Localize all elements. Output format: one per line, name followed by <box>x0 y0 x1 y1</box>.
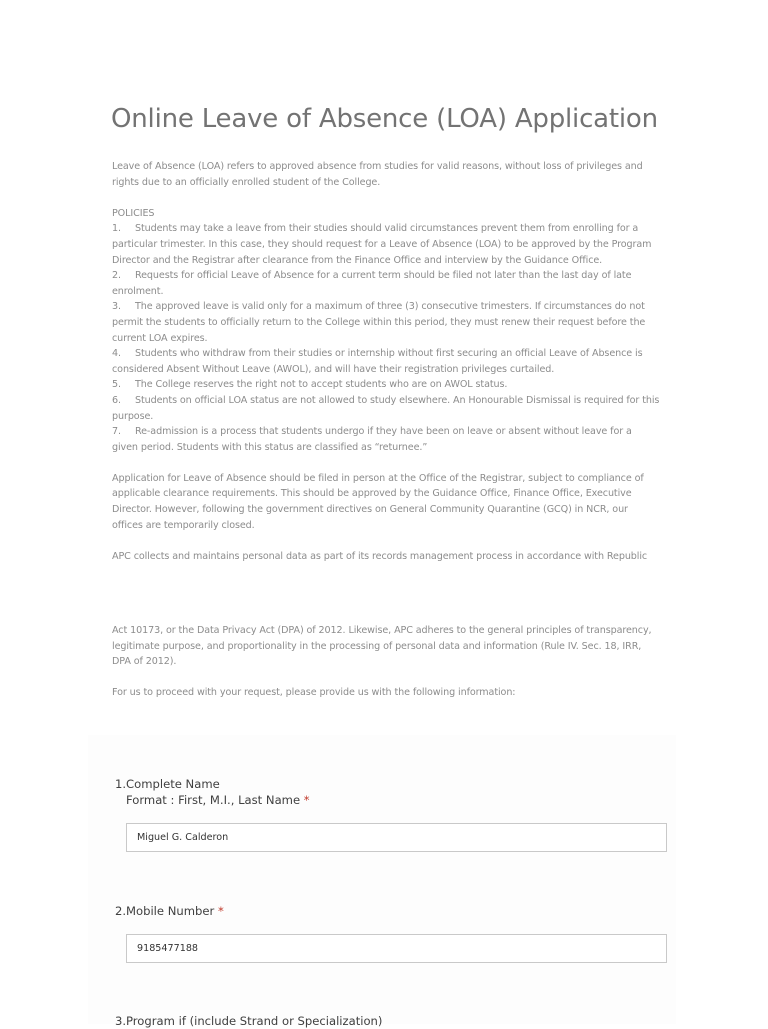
privacy-note-part2: Act 10173, or the Data Privacy Act (DPA) of 2012. Likewise, APC adheres to the general principles of transparency, legitimate purpose, and proportionality in the processing of personal data and information (Rule IV. Sec. 18, IRR, DPA of 2012). <box>112 625 652 668</box>
application-note: Application for Leave of Absence should be filed in person at the Office of the Registrar, subject to compliance of applicable clearance requirements. This should be approved by the Guidance Office, Finance Office, Executive Director. However, following the government directives on General Community Quarantine (GCQ) in NCR, our offices are temporarily closed. <box>112 472 644 531</box>
policy-item: 2. Requests for official Leave of Absence for a current term should be filed not later than the last day of late enrolment. <box>112 270 632 297</box>
policy-item: 6. Students on official LOA status are not allowed to study elsewhere. An Honourable Dismissal is required for this purpose. <box>112 394 660 422</box>
policy-item: 7. Re-admission is a process that students undergo if they have been on leave or absent without leave for a given period. Students with this status are classified as “returnee.” <box>112 426 632 453</box>
policy-item: 4. Students who withdraw from their studies or internship without first securing an official Leave of Absence is considered Absent Without Leave (AWOL), and will have their registration privileges curtailed. <box>112 348 643 375</box>
required-marker: * <box>303 793 310 807</box>
complete-name-input[interactable]: Miguel G. Calderon <box>126 823 667 852</box>
required-marker: * <box>217 904 224 918</box>
policies-list <box>112 221 660 455</box>
policy-item: 1. Students may take a leave from their studies should valid circumstances prevent them from enrolling for a particular trimester. In this case, they should request for a Leave of Absence (LOA) to be approved by the Program Director and the Registrar after clearance from the Finance Office and interview by the Guidance Office. <box>112 223 652 266</box>
page-title: Online Leave of Absence (LOA) Application <box>111 104 658 134</box>
privacy-note-part1: APC collects and maintains personal data as part of its records management process in accordance with Republic <box>112 550 648 562</box>
mobile-number-input[interactable]: 9185477188 <box>126 934 667 963</box>
proceed-note: For us to proceed with your request, please provide us with the following information: <box>112 687 516 699</box>
question-program: 3.Program if (include Strand or Specialization) <box>115 1014 383 1028</box>
question-complete-name: 1.Complete Name Format : First, M.I., Last Name * <box>115 777 310 807</box>
intro-section <box>112 159 660 564</box>
policies-heading: POLICIES <box>112 207 155 219</box>
policy-item: 3. The approved leave is valid only for a maximum of three (3) consecutive trimesters. If circumstances do not permit the students to officially return to the College within this period, they must renew their request before the current LOA expires. <box>112 301 646 344</box>
intro-paragraph: Leave of Absence (LOA) refers to approved absence from studies for valid reasons, without loss of privileges and rights due to an officially enrolled student of the College. <box>112 161 643 188</box>
question-mobile-number: 2.Mobile Number * <box>115 904 224 918</box>
policy-item: 5. The College reserves the right not to accept students who are on AWOL status. <box>112 379 508 391</box>
privacy-section <box>112 623 660 701</box>
